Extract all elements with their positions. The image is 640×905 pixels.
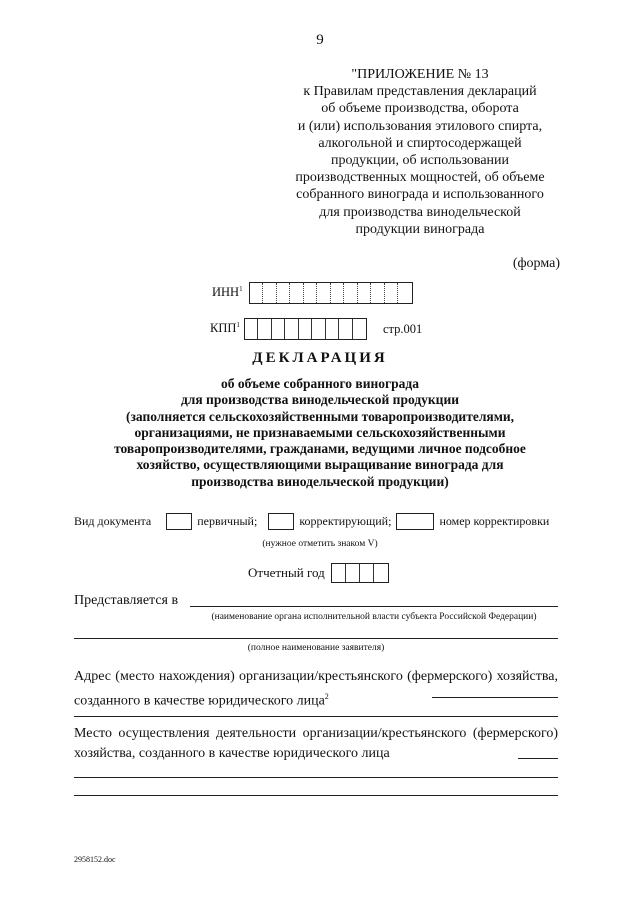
activity-line-2[interactable] [74, 795, 558, 796]
inn-boxes[interactable] [249, 282, 413, 304]
primary-checkbox[interactable] [166, 513, 192, 530]
report-year-row [248, 563, 389, 583]
address-paragraph: Адрес (место нахождения) организации/крестьянского (фермерского) хозяйства, созданного в качестве юридического лица$^2$ [74, 669, 558, 709]
annex-line: продукции винограда [355, 221, 485, 237]
subtitle-line: для производства винодельческой продукции [180, 392, 460, 408]
annex-header [270, 66, 570, 238]
address-inline-line[interactable] [432, 697, 558, 698]
correction-number-box[interactable] [396, 513, 434, 530]
annex-line: об объеме производства, оборота [321, 101, 519, 117]
report-year-label: Отчетный год [248, 565, 325, 580]
correction-number-label: номер корректировки [439, 514, 550, 528]
subtitle-line: производства винодельческой продукции) [191, 473, 449, 489]
doc-type-hint: (нужное отметить знаком V) [262, 539, 378, 549]
subtitle-line: хозяйство, осуществляющими выращивание винограда для [136, 457, 504, 473]
subtitle-line: организациями, не признаваемыми сельскохозяйственными [134, 424, 506, 440]
annex-line: для производства винодельческой [319, 204, 521, 220]
address-text: Адрес (место нахождения) организации/крестьянского (фермерского) хозяйства, созданного в качестве юридического лица [74, 669, 558, 709]
authority-line[interactable] [190, 606, 558, 607]
authority-hint: (наименование органа исполнительной власти субъекта Российской Федерации) [211, 612, 537, 622]
form-label: (форма) [512, 256, 560, 271]
annex-line: к Правилам представления деклараций [303, 84, 537, 100]
activity-inline-line[interactable] [518, 758, 558, 759]
doc-type-row [74, 513, 549, 530]
applicant-line[interactable] [74, 638, 558, 639]
kpp-label: КПП$^1$ [210, 321, 240, 336]
kpp-row [210, 318, 367, 340]
annex-line: собранного винограда и использованного [296, 187, 544, 203]
doc-reference: 2958152.doc [74, 855, 116, 864]
annex-line: производственных мощностей, об объеме [295, 170, 545, 186]
inn-row [212, 282, 413, 304]
doc-type-label: Вид документа [74, 514, 152, 528]
activity-line-1[interactable] [74, 777, 558, 778]
subtitle-line: (заполняется сельскохозяйственными товаропроизводителями, [125, 408, 515, 424]
subtitle-line: об объеме собранного винограда [220, 376, 419, 391]
address-line[interactable] [74, 716, 558, 717]
activity-paragraph [74, 724, 558, 764]
page-code: стр.001 [383, 322, 423, 336]
correcting-checkbox[interactable] [268, 513, 294, 530]
correcting-label: корректирующий; [299, 514, 392, 528]
annex-line: алкогольной и спиртосодержащей [318, 135, 522, 151]
applicant-hint: (полное наименование заявителя) [247, 643, 385, 653]
submitted-to-label: Представляется в [74, 593, 179, 608]
annex-line: и (или) использования этилового спирта, [297, 118, 543, 134]
page-number: 9 [316, 32, 324, 48]
kpp-boxes[interactable] [244, 318, 368, 340]
declaration-subtitle [70, 376, 570, 490]
declaration-title: ДЕКЛАРАЦИЯ [252, 350, 388, 366]
annex-line: продукции, об использовании [330, 153, 510, 169]
annex-title: "ПРИЛОЖЕНИЕ № 13 [351, 67, 489, 82]
primary-label: первичный; [197, 514, 258, 528]
report-year-boxes[interactable] [331, 563, 389, 583]
subtitle-line: товаропроизводителями, гражданами, ведущими личное подсобное [114, 441, 526, 457]
activity-text: Место осуществления деятельности организации/крестьянского (фермерского) хозяйства, созданного в качестве юридического лица [74, 726, 558, 761]
inn-label: ИНН$^1$ [212, 285, 243, 300]
